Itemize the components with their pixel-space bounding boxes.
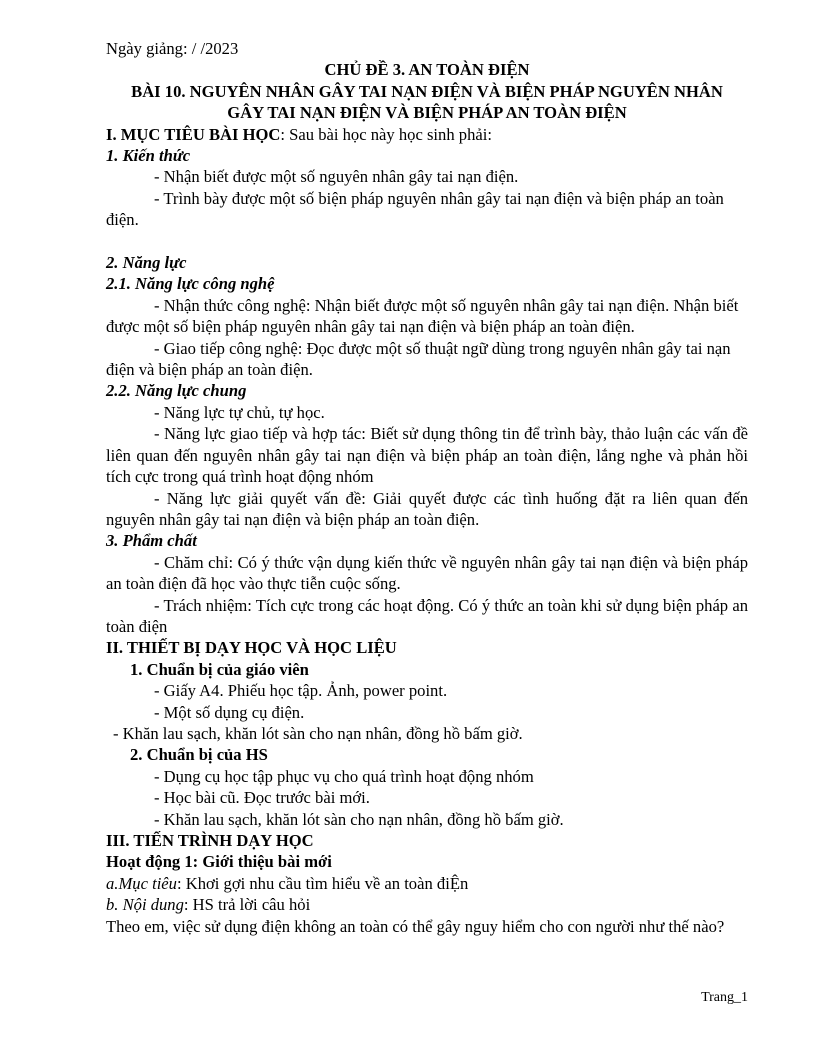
goal-text: : Khơi gợi nhu cầu tìm hiểu về an toàn điỆn xyxy=(176,873,469,893)
tech-ability-item: - Giao tiếp công nghệ: Đọc được một số thuật ngữ dùng trong nguyên nhân gây tai nạn điện và biện pháp an toàn điện. xyxy=(106,338,731,380)
knowledge-heading: 1. Kiến thức xyxy=(106,146,191,166)
tech-ability-item: - Nhận thức công nghệ: Nhận biết được một số nguyên nhân gây tai nạn điện. Nhận biết được một số biện pháp nguyên nhân gây tai nạn điện và biện pháp an toàn điện. xyxy=(106,295,739,337)
content-label: b. Nội dung xyxy=(106,895,184,915)
section1-heading-line xyxy=(106,124,748,145)
lesson-title: BÀI 10. NGUYÊN NHÂN GÂY TAI NẠN ĐIỆN VÀ BIỆN PHÁP NGUYÊN NHÂN GÂY TAI NẠN ĐIỆN VÀ BIỆN PHÁP AN TOÀN ĐIỆN xyxy=(131,81,723,123)
topic-title: CHỦ ĐỀ 3. AN TOÀN ĐIỆN xyxy=(324,60,530,80)
general-ability-item: - Năng lực tự chủ, tự học. xyxy=(154,402,325,422)
activity1-heading: Hoạt động 1: Giới thiệu bài mới xyxy=(106,852,332,872)
teacher-prep-heading: 1. Chuẩn bị của giáo viên xyxy=(130,659,309,679)
quality-item: - Trách nhiệm: Tích cực trong các hoạt động. Có ý thức an toàn khi sử dụng biện pháp an toàn điện xyxy=(106,595,748,636)
student-prep-item: - Học bài cũ. Đọc trước bài mới. xyxy=(154,788,370,808)
quality-heading: 3. Phẩm chất xyxy=(106,531,197,551)
student-prep-heading: 2. Chuẩn bị của HS xyxy=(130,745,268,765)
content-line xyxy=(106,894,748,915)
content-text: : HS trả lời câu hỏi xyxy=(183,895,311,915)
general-ability-heading: 2.2. Năng lực chung xyxy=(106,381,247,401)
section3-heading: III. TIẾN TRÌNH DẠY HỌC xyxy=(106,831,314,851)
knowledge-item: - Trình bày được một số biện pháp nguyên nhân gây tai nạn điện và biện pháp an toàn điện. xyxy=(106,188,724,230)
section1-heading: I. MỤC TIÊU BÀI HỌC xyxy=(106,124,281,144)
goal-line xyxy=(106,873,748,894)
document-page xyxy=(106,38,748,937)
ability-heading: 2. Năng lực xyxy=(106,253,187,273)
section2-heading: II. THIẾT BỊ DẠY HỌC VÀ HỌC LIỆU xyxy=(106,638,397,658)
student-prep-item: - Khăn lau sạch, khăn lót sàn cho nạn nhân, đồng hồ bấm giờ. xyxy=(154,809,564,829)
general-ability-item: - Năng lực giải quyết vấn đề: Giải quyết được các tình huống đặt ra liên quan đến nguyên nhân gây tai nạn điện và biện pháp an toàn điện. xyxy=(106,488,748,529)
section1-heading-suffix: : Sau bài học này học sinh phải: xyxy=(280,124,492,144)
quality-item: - Chăm chỉ: Có ý thức vận dụng kiến thức về nguyên nhân gây tai nạn điện và biện pháp an toàn điện đã học vào thực tiễn cuộc sống. xyxy=(106,552,748,594)
page-number: Trang_1 xyxy=(701,990,748,1005)
teacher-prep-item: - Một số dụng cụ điện. xyxy=(154,702,305,722)
question-text: Theo em, việc sử dụng điện không an toàn có thể gây nguy hiểm cho con người như thế nào? xyxy=(106,916,725,936)
goal-label: a.Mục tiêu xyxy=(106,873,177,893)
date-line: Ngày giảng: / /2023 xyxy=(106,39,239,58)
tech-ability-heading: 2.1. Năng lực công nghệ xyxy=(106,274,275,294)
general-ability-item: - Năng lực giao tiếp và hợp tác: Biết sử dụng thông tin để trình bày, thảo luận các vấn đề liên quan đến nguyên nhân gây tai nạn điện và biện pháp an toàn điện, lắng nghe và phản hồi tích cực trong quá trình hoạt động nhóm xyxy=(106,424,748,487)
teacher-prep-item: - Khăn lau sạch, khăn lót sàn cho nạn nhân, đồng hồ bấm giờ. xyxy=(113,723,523,743)
teacher-prep-item: - Giấy A4. Phiếu học tập. Ảnh, power point. xyxy=(154,681,448,701)
blank-line xyxy=(106,231,748,252)
student-prep-item: - Dụng cụ học tập phục vụ cho quá trình hoạt động nhóm xyxy=(154,766,534,786)
knowledge-item: - Nhận biết được một số nguyên nhân gây tai nạn điện. xyxy=(154,167,519,187)
